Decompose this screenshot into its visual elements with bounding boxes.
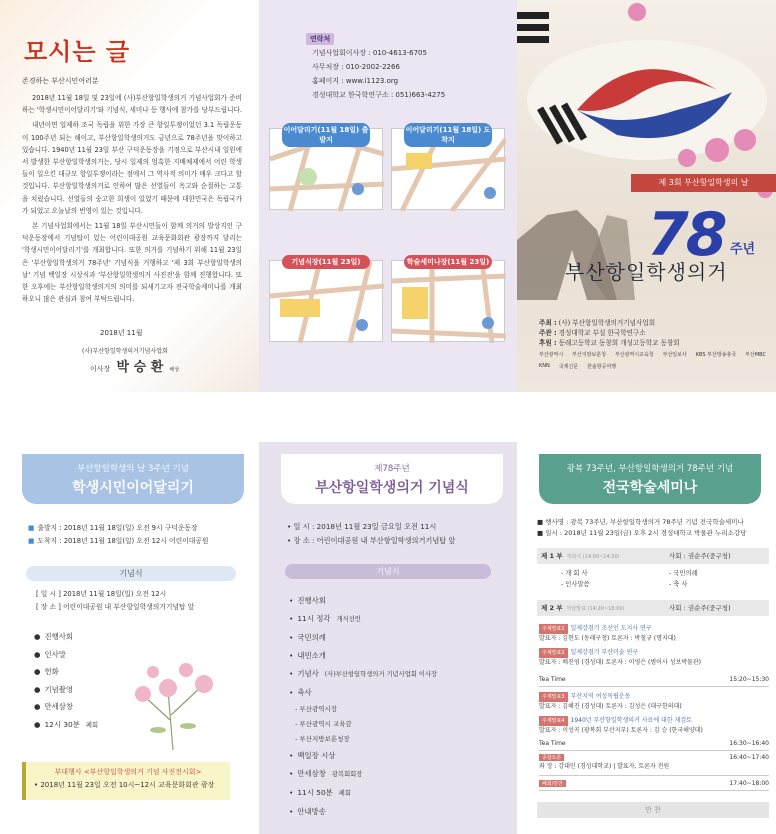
seminar-info bbox=[537, 517, 746, 539]
tea-time: 15:20~15:30 bbox=[729, 676, 769, 683]
sponsor-logo: KNN bbox=[539, 363, 550, 369]
list-item: • 축사 bbox=[289, 688, 312, 697]
session-tag: 주제발표3 bbox=[539, 692, 568, 702]
item-text: 헌화 bbox=[44, 667, 59, 676]
organizer-value: 동래고등학교 동창회 개성고등학교 동창회 bbox=[558, 339, 680, 347]
item-text: 11시 정각 bbox=[297, 614, 331, 623]
greeting-date: 2018년 11월 bbox=[100, 329, 143, 337]
part-item: - 축 사 bbox=[669, 581, 688, 588]
map-graphic bbox=[392, 261, 506, 343]
list-item: • 진행사회 bbox=[289, 596, 326, 605]
list-item: • 기념사 (사)부산항일학생의거 기념사업회 이사장 bbox=[289, 669, 438, 678]
cover-subtitle: 제 3회 부산항일학생의 날 bbox=[631, 174, 776, 192]
ceremony-panel bbox=[259, 442, 517, 834]
map-start bbox=[269, 128, 383, 210]
relay-info bbox=[28, 522, 208, 548]
discussion-row bbox=[539, 754, 769, 776]
organizer-line bbox=[539, 328, 680, 338]
detail-line: [ 장 소 ] 어린이대공원 내 부산항일학생의거기념탑 앞 bbox=[36, 603, 195, 611]
organizer-value: 경성대학교 부설 한국학연구소 bbox=[558, 329, 646, 337]
item-text: 국민의례 bbox=[297, 633, 326, 642]
sponsor-logo: 부산일보사 bbox=[662, 352, 687, 358]
session-title: 부산지역 여성독립운동 bbox=[570, 693, 631, 700]
sub-list bbox=[295, 702, 437, 747]
part-mc: 사회 : 권순주(중구청) bbox=[669, 552, 731, 560]
organizers bbox=[539, 318, 680, 348]
bullet-icon: ■ bbox=[28, 524, 35, 532]
item-text: 인사말 bbox=[44, 649, 66, 659]
organizer-key: 주최 : bbox=[539, 319, 557, 327]
sub-item: - 부산광역시 교육감 bbox=[295, 720, 352, 728]
contact-item: 경성대학교 한국학연구소 : 051)663-4275 bbox=[312, 91, 446, 99]
list-item: ● 12시 30분 폐회 bbox=[34, 719, 99, 729]
sponsor-logo: 부산MBC bbox=[745, 352, 766, 358]
contact-item: 홈페이지 : www.i1123.org bbox=[312, 77, 399, 85]
part1-items-right bbox=[669, 568, 698, 590]
seminar-header bbox=[539, 454, 761, 504]
bullet-icon: ■ bbox=[28, 537, 35, 545]
ceremony-title: 부산항일학생의거 기념식 bbox=[315, 480, 469, 496]
contact-item: 사무처장 : 010-2002-2266 bbox=[312, 63, 400, 71]
session-people: 발표자 : 김현도 (동래구청) 토론자 : 박철규 (명지대) bbox=[539, 635, 676, 642]
item-text: 12시 30분 bbox=[44, 719, 80, 729]
session-tag: 주제발표1 bbox=[539, 624, 568, 634]
closing-row bbox=[539, 780, 769, 791]
tea-label: Tea Time bbox=[539, 676, 566, 683]
contact-item: 기념사업회이사장 : 010-4613-6705 bbox=[312, 49, 427, 57]
contact-map-panel bbox=[259, 0, 517, 392]
seminar-subtitle: 광복 73주년, 부산항일학생의거 78주년 기념 bbox=[566, 464, 734, 474]
list-item: ● 기념촬영 bbox=[34, 684, 74, 694]
signer-name: 박 승 환 bbox=[116, 360, 164, 375]
ceremony-info bbox=[287, 520, 455, 548]
cover-title: 부산항일학생의거 bbox=[565, 260, 728, 284]
sponsor-logo: 국제신문 bbox=[558, 364, 579, 370]
greeting-body bbox=[22, 92, 242, 308]
sponsor-logo: 한솔항공여행 bbox=[587, 364, 617, 370]
sponsor-logo: 부산광역시교육청 bbox=[614, 352, 654, 358]
ceremony-header bbox=[281, 454, 503, 504]
paragraph: 본 기념사업회에서는 11월 18일 부산시민들이 함께 의거의 발상지인 구덕운동장에서 기념탑이 있는 어린이대공원 교육문화회관 광장까지 달리는 '학생시민이어달리기'를 개최합니다. 또한 의거를 기념하기 위해 11월 23일은 '부산항일학생의거 78주년' 기념식을 거행하고 '제 3회 부산항일학생의 날' 기념 백일장 시상식과 '부산항일학생의거 사진전'을 함께 진행합니다. 또한 오후에는 부산항일학생의거의 의미를 되새기고자 전국학술세미나를 개최하오니 많은 관심과 참여 부탁드립니다. bbox=[22, 222, 242, 304]
session-people: 발표자 : 배진영 (경성대) 토론자 : 이영은 (범어사 성보박물관) bbox=[539, 659, 701, 666]
list-item: • 안내방송 bbox=[289, 807, 326, 816]
info-line: ■ 행사명 : 광복 73주년, 부산항일학생의거 78주년 기념 전국학술세미나 bbox=[537, 518, 744, 526]
session-people: 발표자 : 김혜진 (경성대) 토론자 : 김성은 (대구한의대) bbox=[539, 703, 682, 710]
info-line bbox=[28, 522, 208, 535]
part-label: 제 2 부 bbox=[541, 604, 563, 612]
paragraph: 내년이면 일제하 조국 독립을 위한 가장 큰 항일투쟁이었던 3.1 독립운동이 100주년 되는 해이고, 부산항일학생의거도 금년으로 78주년을 맞이하고 있습니다. 1940년 11월 23일 부산 구덕운동장을 기점으로 부산시내 일원에서 발생한 부산항일학생의거는, 당시 일제의 엄혹한 지배체제에서 어린 학생들이 일으킨 대규모 항일투쟁이라는 점에서 그 역사적 의미가 매우 크다고 할 것입니다. 부산항일학생의거로 인하여 많은 선열들이 옥고와 순절하는 고통을 치렀습니다. 선열들의 숭고한 희생이 있었기 때문에 대한민국은 독립국가가 되었고 오늘날의 번영이 있는 것입니다. bbox=[22, 121, 242, 215]
tea-label: Tea Time bbox=[539, 740, 566, 747]
item-text: 백일장 시상 bbox=[297, 751, 336, 760]
session-tag: 폐회/만찬 bbox=[539, 780, 566, 787]
list-item: • 내빈소개 bbox=[289, 651, 326, 660]
session-tag: 주제발표2 bbox=[539, 648, 568, 658]
item-text: 만세삼창 bbox=[297, 769, 326, 778]
sub-item: - 부산지방보훈청장 bbox=[295, 735, 350, 743]
organizer-line bbox=[539, 338, 680, 348]
side-event-detail: • 2018년 11월 23일 오전 10시~12시 교육문화회관 광장 bbox=[34, 781, 215, 789]
list-item: ● 헌화 bbox=[34, 667, 59, 676]
session-item bbox=[539, 716, 769, 736]
part-item: - 인사말씀 bbox=[561, 581, 590, 588]
detail-line: [ 일 시 ] 2018년 11월 18일(일) 오전 12시 bbox=[36, 590, 167, 598]
map-label: 학술세미나장(11월 23일) bbox=[404, 255, 492, 269]
side-event-title: 부대행사 <부산항일학생의거 기념 사진전시회> bbox=[54, 768, 202, 776]
session-title: 일제강점기 조선인 도지사 연구 bbox=[570, 625, 652, 632]
item-text: 내빈소개 bbox=[297, 651, 326, 660]
greeting-title: 모시는 글 bbox=[24, 37, 131, 66]
list-item: • 11시 정각 개식선언 bbox=[289, 614, 361, 623]
relay-detail bbox=[36, 588, 194, 614]
discussion-time: 16:40~17:40 bbox=[729, 754, 769, 761]
seminar-title: 전국학술세미나 bbox=[602, 480, 698, 496]
list-item: ● 진행사회 bbox=[34, 632, 74, 641]
part2-header bbox=[537, 600, 769, 616]
item-text: 진행사회 bbox=[297, 596, 326, 605]
part-item: - 국민의례 bbox=[669, 570, 698, 577]
session-people: 발표자 : 이성곡 (광복회 부산지부) 토론자 : 김 승 (한국해양대) bbox=[539, 727, 703, 734]
salutation: 존경하는 부산시민여러분 bbox=[22, 77, 99, 85]
contact-list bbox=[312, 46, 445, 102]
list-item: • 백일장 시상 bbox=[289, 751, 336, 760]
closing-time: 17:40~18:00 bbox=[729, 780, 769, 787]
ceremony-bar: 기념식 bbox=[26, 566, 236, 581]
part-sub: 개회식 (14:00~14:20) bbox=[566, 554, 620, 560]
item-text: 11시 50분 bbox=[297, 788, 333, 797]
item-text: 만세삼창 bbox=[44, 702, 74, 711]
signature bbox=[90, 356, 179, 375]
info-text: 도착지 : 2018년 11월 18일(일) 오전 12시 어린이대공원 bbox=[37, 537, 209, 545]
item-text: 기념사 bbox=[297, 669, 319, 678]
info-line: • 장 소 : 어린이대공원 내 부산항일학생의거기념탑 앞 bbox=[287, 536, 456, 545]
part1-items-left bbox=[561, 568, 590, 590]
item-note: 개식선언 bbox=[336, 616, 361, 623]
part-label: 제 1 부 bbox=[541, 552, 563, 560]
contact-header: 연락처 bbox=[306, 33, 334, 45]
signer-org: (사)부산항일학생의거기념사업회 bbox=[82, 348, 168, 355]
item-text: 진행사회 bbox=[44, 632, 74, 641]
part-sub: 학술발표 (14:20~18:00) bbox=[566, 606, 625, 612]
info-line: • 일 시 : 2018년 11월 23일 금요일 오전 11시 bbox=[287, 522, 437, 531]
list-item: ● 만세삼창 bbox=[34, 702, 74, 711]
relay-header bbox=[22, 454, 244, 504]
greeting-panel bbox=[0, 0, 259, 392]
organizer-value: (사) 부산항일학생의거기념사업회 bbox=[558, 319, 656, 327]
list-item: • 11시 50분 폐회 bbox=[289, 788, 351, 797]
info-text: 출발지 : 2018년 11월 18일(일) 오전 9시 구덕운동장 bbox=[37, 524, 198, 532]
paragraph: 2018년 11월 18일 및 23일에 (사)부산항일학생의거 기념사업회가 준비하는 '학생시민이어달리기'와 기념식, 세미나 등 행사에 참가를 당부드립니다. bbox=[22, 94, 242, 115]
part1-header bbox=[537, 548, 769, 564]
dinner-footer: 만 찬 bbox=[537, 802, 769, 818]
sponsor-logo: KBS 부산방송총국 bbox=[695, 352, 737, 358]
relay-panel bbox=[0, 442, 259, 834]
map-label: 이어달리기(11월 18일) 도착지 bbox=[404, 123, 492, 147]
session-item bbox=[539, 624, 769, 644]
organizer-key: 후원 : bbox=[539, 339, 557, 347]
list-item: • 국민의례 bbox=[289, 633, 326, 642]
sub-item: - 부산광역시장 bbox=[295, 705, 338, 713]
discussion-people: 좌 장 : 강대민 (경성대학교) | 발표자, 토론자 전원 bbox=[539, 763, 670, 770]
cover-panel bbox=[517, 0, 776, 392]
session-tag: 주제발표4 bbox=[539, 716, 568, 726]
ceremony-bar: 기념식 bbox=[285, 564, 491, 579]
signer-suffix: 배상 bbox=[169, 367, 180, 373]
map-seminar bbox=[391, 260, 505, 342]
item-text: 안내방송 bbox=[297, 807, 326, 816]
session-item bbox=[539, 692, 769, 712]
map-label: 이어달리기(11월 18일) 출발지 bbox=[282, 123, 370, 147]
sponsor-logo: 부산지방보훈청 bbox=[572, 352, 606, 358]
flower-illustration bbox=[118, 650, 228, 750]
item-text: 기념촬영 bbox=[44, 684, 74, 694]
session-item bbox=[539, 648, 769, 668]
ceremony-program bbox=[289, 592, 437, 821]
item-note: 광복회회장 bbox=[331, 771, 363, 778]
item-note: (사)부산항일학생의거 기념사업회 이사장 bbox=[324, 671, 438, 678]
relay-program bbox=[34, 628, 98, 734]
map-graphic bbox=[270, 261, 384, 343]
map-ceremony bbox=[269, 260, 383, 342]
session-title: 1940년 부산항일학생의거 사료에 대한 재검토 bbox=[570, 717, 692, 724]
item-note: 폐회 bbox=[85, 721, 99, 729]
info-line bbox=[28, 535, 208, 548]
relay-subtitle: 부산항일학생의 날 3주년 기념 bbox=[76, 464, 190, 474]
session-title: 일제강점기 부산미술 연구 bbox=[570, 649, 639, 656]
item-text: 축사 bbox=[297, 688, 312, 697]
part-mc: 사회 : 권순주(중구청) bbox=[669, 604, 731, 612]
tea-time-row bbox=[539, 676, 769, 687]
organizer-line bbox=[539, 318, 680, 328]
map-finish bbox=[391, 128, 505, 210]
map-label: 기념식장(11월 23일) bbox=[282, 255, 370, 269]
tea-time: 16:30~16:40 bbox=[729, 740, 769, 747]
list-item: • 만세삼창 광복회회장 bbox=[289, 769, 363, 778]
side-event-box bbox=[22, 762, 230, 800]
sponsor-logos bbox=[537, 350, 769, 371]
info-line: ■ 일시 : 2018년 11월 23일(금) 오후 2시 경성대학교 박물관 누리소강당 bbox=[537, 529, 747, 537]
part-item: - 개 회 사 bbox=[561, 570, 588, 577]
item-note: 폐회 bbox=[338, 790, 351, 797]
list-item: ● 인사말 bbox=[34, 649, 66, 659]
relay-title: 학생시민이어달리기 bbox=[72, 480, 194, 496]
seminar-panel bbox=[517, 442, 776, 834]
ceremony-subtitle: 제78주년 bbox=[374, 464, 410, 474]
sponsor-logo: 부산광역시 bbox=[539, 352, 564, 358]
session-tag: 종합토론 bbox=[539, 754, 564, 761]
tea-time-row bbox=[539, 740, 769, 751]
cover-anniversary-number: 78 bbox=[647, 200, 725, 270]
signer-title: 이사장 bbox=[90, 365, 111, 373]
organizer-key: 주관 : bbox=[539, 329, 557, 337]
cover-anniversary-unit: 주년 bbox=[730, 242, 756, 257]
